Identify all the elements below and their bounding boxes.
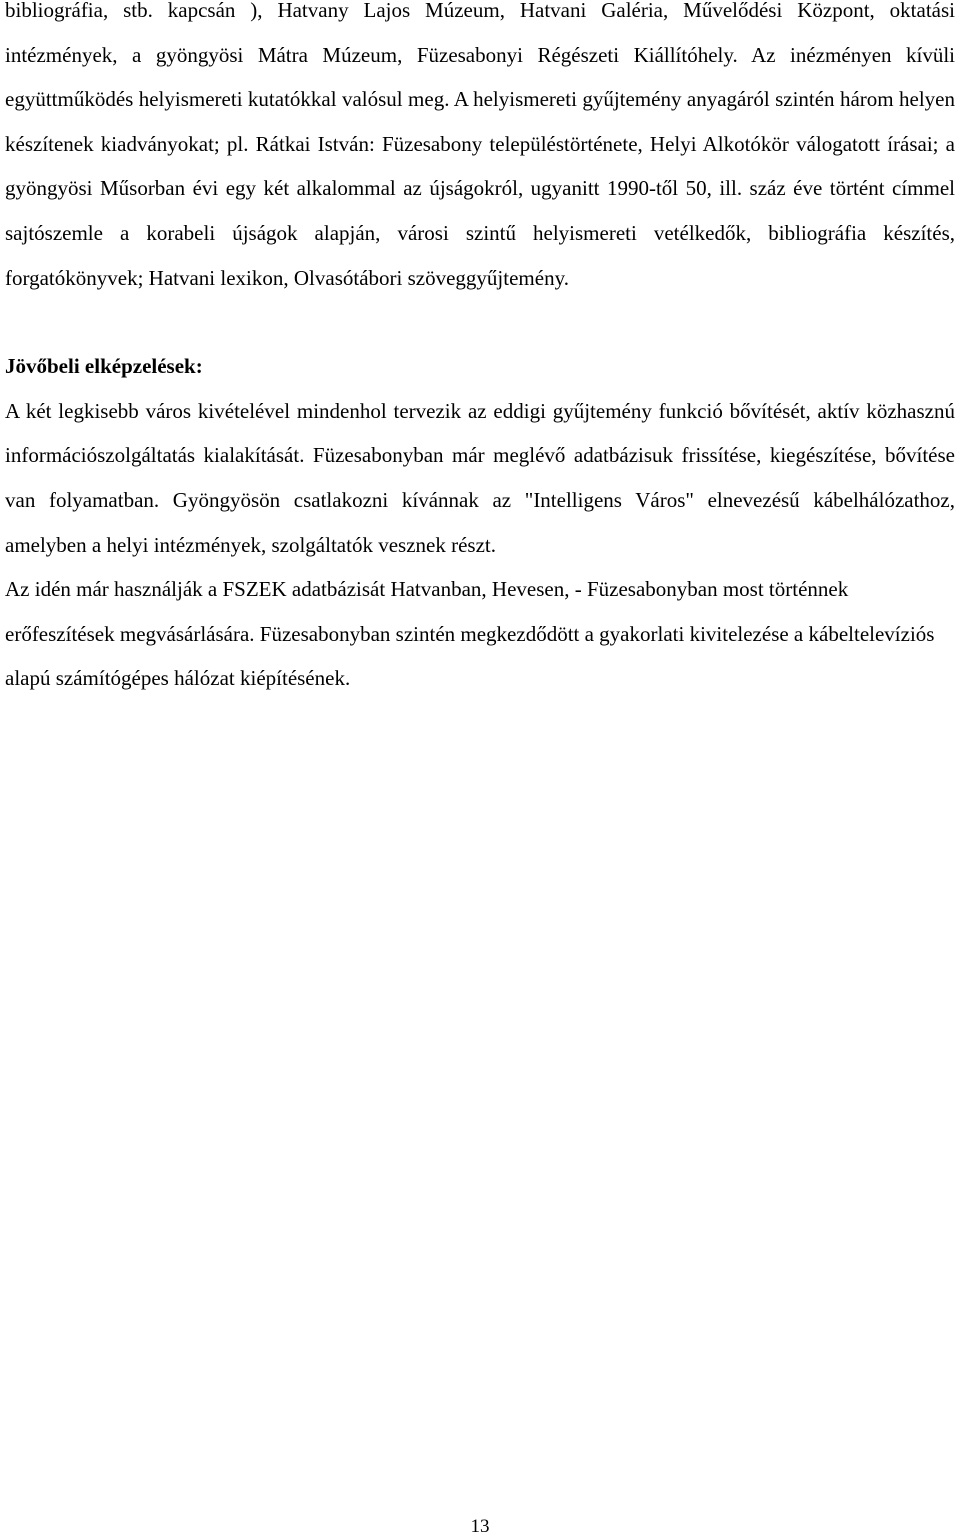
page-number: 13 — [470, 1516, 490, 1537]
body-paragraph-databases: Az idén már használják a FSZEK adatbázisát Hatvanban, Hevesen, - Füzesabonyban most történnek erőfeszítések megvásárlására. Füzesabonyban szintén megkezdődött a gyakorlati kivitelezése a kábeltelevíziós alapú számítógépes hálózat kiépítésének. — [5, 577, 935, 691]
body-paragraph-plans: A két legkisebb város kivételével mindenhol tervezik az eddigi gyűjtemény funkció bővítését, aktív közhasznú információszolgáltatás kialakítását. Füzesabonyban már meglévő adatbázisuk frissítése, kiegészítése, bővítése van folyamatban. Gyöngyösön csatlakozni kívánnak az "Intelligens Város" elnevezésű kábelhálózathoz, amelyben a helyi intézmények, szolgáltatók vesznek részt. — [5, 398, 955, 557]
body-paragraph-collections: bibliográfia, stb. kapcsán ), Hatvany Lajos Múzeum, Hatvani Galéria, Művelődési Központ, oktatási intézmények, a gyöngyösi Mátra Múzeum, Füzesabonyi Régészeti Kiállítóhely. Az inézményen kívüli együttműködés helyismereti kutatókkal valósul meg. A helyismereti gyűjtemény anyagáról szintén három helyen készítenek kiadványokat; pl. Rátkai István: Füzesabony településtörténete, Helyi Alkotókör válogatott írásai; a gyöngyösi Műsorban évi egy két alkalommal az újságokról, ugyanitt 1990-től 50, ill. száz éve történt címmel sajtószemle a korabeli újságok alapján, városi szintű helyismereti vetélkedők, bibliográfia készítés, forgatókönyvek; Hatvani lexikon, Olvasótábori szöveggyűjtemény. — [5, 0, 955, 290]
document-page — [5, 0, 955, 701]
section-heading-future-plans: Jövőbeli elképzelések: — [5, 354, 203, 379]
